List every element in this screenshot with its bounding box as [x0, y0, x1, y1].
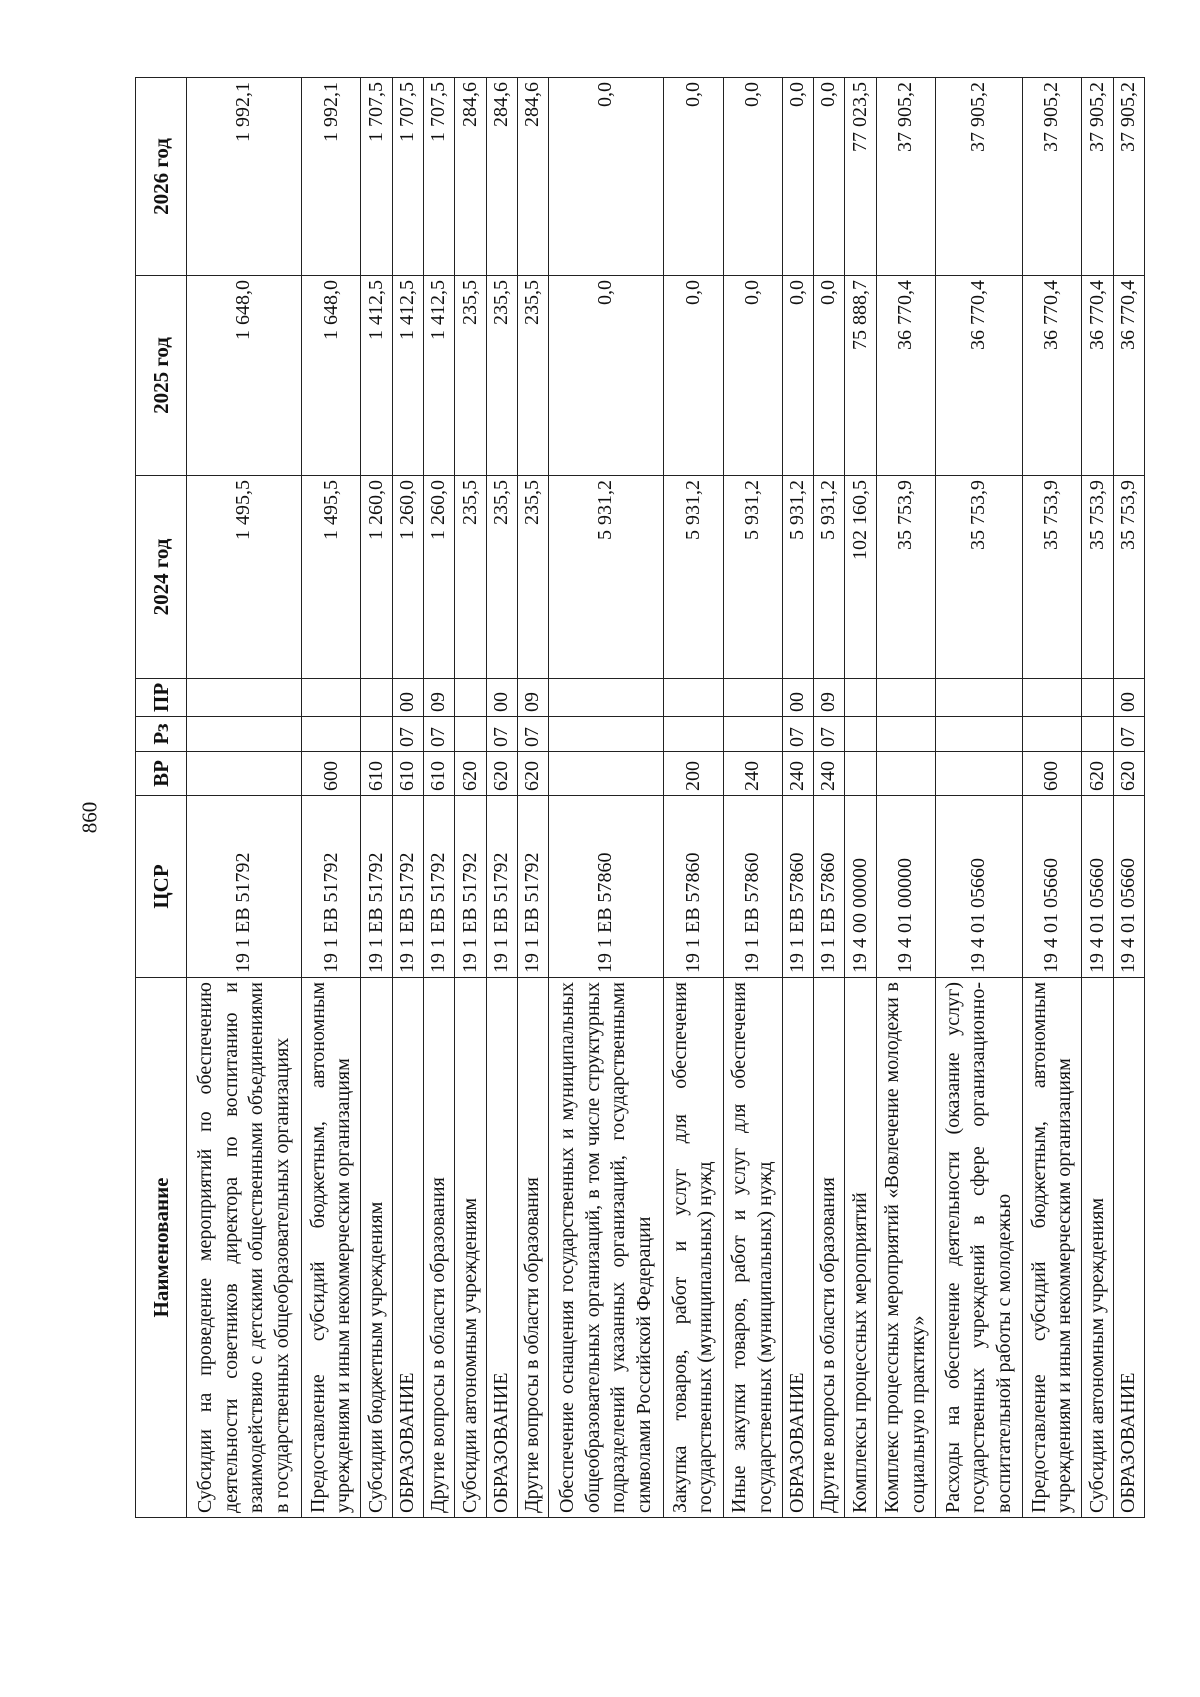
cell-2026: 0,0	[723, 78, 782, 276]
cell-pr: 09	[814, 679, 845, 717]
cell-2024: 35 753,9	[1113, 476, 1144, 679]
cell-2024: 5 931,2	[814, 476, 845, 679]
cell-2025: 36 770,4	[1023, 276, 1082, 476]
cell-rz	[845, 717, 876, 752]
cell-name: ОБРАЗОВАНИЕ	[392, 978, 423, 1518]
cell-vr: 200	[664, 752, 723, 796]
cell-2025: 235,5	[486, 276, 517, 476]
cell-vr: 620	[517, 752, 548, 796]
cell-2026: 37 905,2	[876, 78, 935, 276]
cell-name: Предоставление субсидий бюджетным, автономным учреждениям и иным некоммерческим организациям	[302, 978, 361, 1518]
table-row	[1113, 78, 1144, 1518]
cell-vr: 620	[1113, 752, 1144, 796]
cell-csr: 19 1 ЕВ 57860	[664, 796, 723, 978]
cell-rz	[664, 717, 723, 752]
header-2026: 2026 год	[136, 78, 187, 276]
cell-csr: 19 1 ЕВ 51792	[302, 796, 361, 978]
cell-name: Другие вопросы в области образования	[424, 978, 455, 1518]
cell-pr	[302, 679, 361, 717]
table-rotation-frame	[135, 78, 1145, 1518]
cell-rz	[1082, 717, 1113, 752]
cell-vr: 610	[392, 752, 423, 796]
header-csr: ЦСР	[136, 796, 187, 978]
cell-vr: 620	[1082, 752, 1113, 796]
cell-vr	[876, 752, 935, 796]
cell-name: ОБРАЗОВАНИЕ	[782, 978, 813, 1518]
cell-vr	[845, 752, 876, 796]
table-row	[424, 78, 455, 1518]
cell-vr	[187, 752, 302, 796]
cell-rz	[876, 717, 935, 752]
table-row	[876, 78, 935, 1518]
cell-csr: 19 4 01 00000	[876, 796, 935, 978]
cell-vr: 620	[486, 752, 517, 796]
cell-rz: 07	[517, 717, 548, 752]
cell-csr: 19 4 01 05660	[1023, 796, 1082, 978]
cell-name: ОБРАЗОВАНИЕ	[486, 978, 517, 1518]
cell-2024: 5 931,2	[549, 476, 664, 679]
cell-csr: 19 1 ЕВ 51792	[392, 796, 423, 978]
cell-csr: 19 4 01 05660	[935, 796, 1022, 978]
cell-2025: 1 412,5	[392, 276, 423, 476]
table-row	[723, 78, 782, 1518]
cell-pr	[1023, 679, 1082, 717]
cell-csr: 19 1 ЕВ 57860	[723, 796, 782, 978]
cell-rz	[187, 717, 302, 752]
cell-2025: 75 888,7	[845, 276, 876, 476]
cell-pr: 00	[782, 679, 813, 717]
cell-2025: 0,0	[814, 276, 845, 476]
cell-pr	[1082, 679, 1113, 717]
cell-pr	[876, 679, 935, 717]
cell-2025: 0,0	[723, 276, 782, 476]
cell-2024: 35 753,9	[935, 476, 1022, 679]
cell-csr: 19 1 ЕВ 51792	[455, 796, 486, 978]
budget-table	[135, 77, 1145, 1518]
cell-pr	[455, 679, 486, 717]
cell-csr: 19 1 ЕВ 51792	[517, 796, 548, 978]
cell-csr: 19 1 ЕВ 51792	[361, 796, 392, 978]
cell-csr: 19 4 00 00000	[845, 796, 876, 978]
cell-vr	[935, 752, 1022, 796]
header-rz: Рз	[136, 717, 187, 752]
cell-csr: 19 4 01 05660	[1113, 796, 1144, 978]
cell-pr: 00	[486, 679, 517, 717]
header-name: Наименование	[136, 978, 187, 1518]
cell-2026: 284,6	[517, 78, 548, 276]
cell-pr	[845, 679, 876, 717]
header-pr: ПР	[136, 679, 187, 717]
table-row	[517, 78, 548, 1518]
cell-name: Субсидии автономным учреждениям	[1082, 978, 1113, 1518]
table-row	[392, 78, 423, 1518]
cell-2025: 235,5	[455, 276, 486, 476]
cell-csr: 19 1 ЕВ 51792	[486, 796, 517, 978]
table-row	[664, 78, 723, 1518]
table-row	[187, 78, 302, 1518]
cell-2025: 1 648,0	[302, 276, 361, 476]
cell-name: ОБРАЗОВАНИЕ	[1113, 978, 1144, 1518]
table-row	[1023, 78, 1082, 1518]
page-number: 860	[77, 801, 102, 834]
cell-pr	[549, 679, 664, 717]
cell-csr: 19 1 ЕВ 57860	[549, 796, 664, 978]
cell-2024: 35 753,9	[1023, 476, 1082, 679]
cell-name: Субсидии на проведение мероприятий по обеспечению деятельности советников директора по воспитанию и взаимодействию с детскими общественными объединениями в государственных общеобразовательных организациях	[187, 978, 302, 1518]
cell-2024: 1 495,5	[302, 476, 361, 679]
cell-vr: 600	[1023, 752, 1082, 796]
cell-2024: 5 931,2	[723, 476, 782, 679]
cell-rz: 07	[486, 717, 517, 752]
cell-2025: 36 770,4	[1082, 276, 1113, 476]
cell-2026: 284,6	[455, 78, 486, 276]
cell-2026: 37 905,2	[1082, 78, 1113, 276]
cell-2024: 1 495,5	[187, 476, 302, 679]
cell-2025: 1 412,5	[424, 276, 455, 476]
cell-vr: 240	[782, 752, 813, 796]
cell-vr: 610	[361, 752, 392, 796]
header-2025: 2025 год	[136, 276, 187, 476]
cell-pr	[361, 679, 392, 717]
cell-csr: 19 1 ЕВ 51792	[424, 796, 455, 978]
table-row	[782, 78, 813, 1518]
cell-rz: 07	[1113, 717, 1144, 752]
cell-name: Комплексы процессных мероприятий	[845, 978, 876, 1518]
cell-pr	[935, 679, 1022, 717]
cell-name: Другие вопросы в области образования	[814, 978, 845, 1518]
cell-2024: 35 753,9	[1082, 476, 1113, 679]
cell-2025: 36 770,4	[1113, 276, 1144, 476]
cell-rz: 07	[782, 717, 813, 752]
table-row	[549, 78, 664, 1518]
table-row	[455, 78, 486, 1518]
table-row	[361, 78, 392, 1518]
cell-2026: 0,0	[549, 78, 664, 276]
cell-2026: 37 905,2	[935, 78, 1022, 276]
cell-pr: 00	[1113, 679, 1144, 717]
cell-rz	[455, 717, 486, 752]
cell-2024: 1 260,0	[424, 476, 455, 679]
cell-pr: 00	[392, 679, 423, 717]
header-2024: 2024 год	[136, 476, 187, 679]
cell-2026: 1 707,5	[392, 78, 423, 276]
cell-rz	[361, 717, 392, 752]
cell-vr: 610	[424, 752, 455, 796]
cell-rz	[302, 717, 361, 752]
cell-rz	[1023, 717, 1082, 752]
cell-2025: 1 412,5	[361, 276, 392, 476]
cell-2024: 1 260,0	[392, 476, 423, 679]
cell-2026: 1 707,5	[424, 78, 455, 276]
cell-csr: 19 1 ЕВ 57860	[814, 796, 845, 978]
cell-2024: 235,5	[486, 476, 517, 679]
cell-name: Закупка товаров, работ и услуг для обеспечения государственных (муниципальных) нужд	[664, 978, 723, 1518]
cell-rz	[549, 717, 664, 752]
cell-vr: 240	[814, 752, 845, 796]
cell-name: Расходы на обеспечение деятельности (оказание услуг) государственных учреждений в сфере организационно-воспитательной работы с молодежью	[935, 978, 1022, 1518]
table-header	[136, 78, 187, 1518]
cell-rz: 07	[392, 717, 423, 752]
cell-2024: 235,5	[455, 476, 486, 679]
cell-2026: 1 992,1	[187, 78, 302, 276]
table-row	[814, 78, 845, 1518]
cell-vr	[549, 752, 664, 796]
cell-pr: 09	[517, 679, 548, 717]
header-row	[136, 78, 187, 1518]
cell-pr	[187, 679, 302, 717]
cell-2025: 0,0	[782, 276, 813, 476]
cell-2025: 1 648,0	[187, 276, 302, 476]
cell-2026: 77 023,5	[845, 78, 876, 276]
cell-2026: 1 992,1	[302, 78, 361, 276]
cell-name: Комплекс процессных мероприятий «Вовлечение молодежи в социальную практику»	[876, 978, 935, 1518]
cell-name: Субсидии автономным учреждениям	[455, 978, 486, 1518]
cell-vr: 240	[723, 752, 782, 796]
cell-2026: 0,0	[782, 78, 813, 276]
cell-2026: 1 707,5	[361, 78, 392, 276]
cell-2024: 35 753,9	[876, 476, 935, 679]
cell-name: Иные закупки товаров, работ и услуг для обеспечения государственных (муниципальных) нужд	[723, 978, 782, 1518]
cell-csr: 19 4 01 05660	[1082, 796, 1113, 978]
cell-2025: 235,5	[517, 276, 548, 476]
table-row	[1082, 78, 1113, 1518]
cell-rz	[723, 717, 782, 752]
cell-2025: 36 770,4	[876, 276, 935, 476]
cell-name: Предоставление субсидий бюджетным, автономным учреждениям и иным некоммерческим организациям	[1023, 978, 1082, 1518]
cell-2024: 5 931,2	[782, 476, 813, 679]
cell-2026: 0,0	[664, 78, 723, 276]
cell-2025: 0,0	[664, 276, 723, 476]
cell-2026: 37 905,2	[1113, 78, 1144, 276]
cell-name: Другие вопросы в области образования	[517, 978, 548, 1518]
cell-vr: 600	[302, 752, 361, 796]
cell-2025: 0,0	[549, 276, 664, 476]
cell-pr	[664, 679, 723, 717]
cell-name: Обеспечение оснащения государственных и муниципальных общеобразовательных организаций, в том числе структурных подразделений указанных организаций, государственными символами Российской Федерации	[549, 978, 664, 1518]
cell-2024: 1 260,0	[361, 476, 392, 679]
cell-csr: 19 1 ЕВ 57860	[782, 796, 813, 978]
table-row	[302, 78, 361, 1518]
rotated-table-region	[135, 78, 1145, 1518]
cell-2026: 37 905,2	[1023, 78, 1082, 276]
table-row	[935, 78, 1022, 1518]
cell-2026: 0,0	[814, 78, 845, 276]
cell-rz: 07	[424, 717, 455, 752]
cell-2024: 5 931,2	[664, 476, 723, 679]
cell-rz	[935, 717, 1022, 752]
cell-name: Субсидии бюджетным учреждениям	[361, 978, 392, 1518]
cell-2024: 235,5	[517, 476, 548, 679]
cell-csr: 19 1 ЕВ 51792	[187, 796, 302, 978]
table-row	[486, 78, 517, 1518]
cell-2026: 284,6	[486, 78, 517, 276]
table-row	[845, 78, 876, 1518]
cell-pr: 09	[424, 679, 455, 717]
table-body	[187, 78, 1145, 1518]
header-vr: ВР	[136, 752, 187, 796]
cell-2025: 36 770,4	[935, 276, 1022, 476]
cell-rz: 07	[814, 717, 845, 752]
cell-pr	[723, 679, 782, 717]
cell-vr: 620	[455, 752, 486, 796]
cell-2024: 102 160,5	[845, 476, 876, 679]
